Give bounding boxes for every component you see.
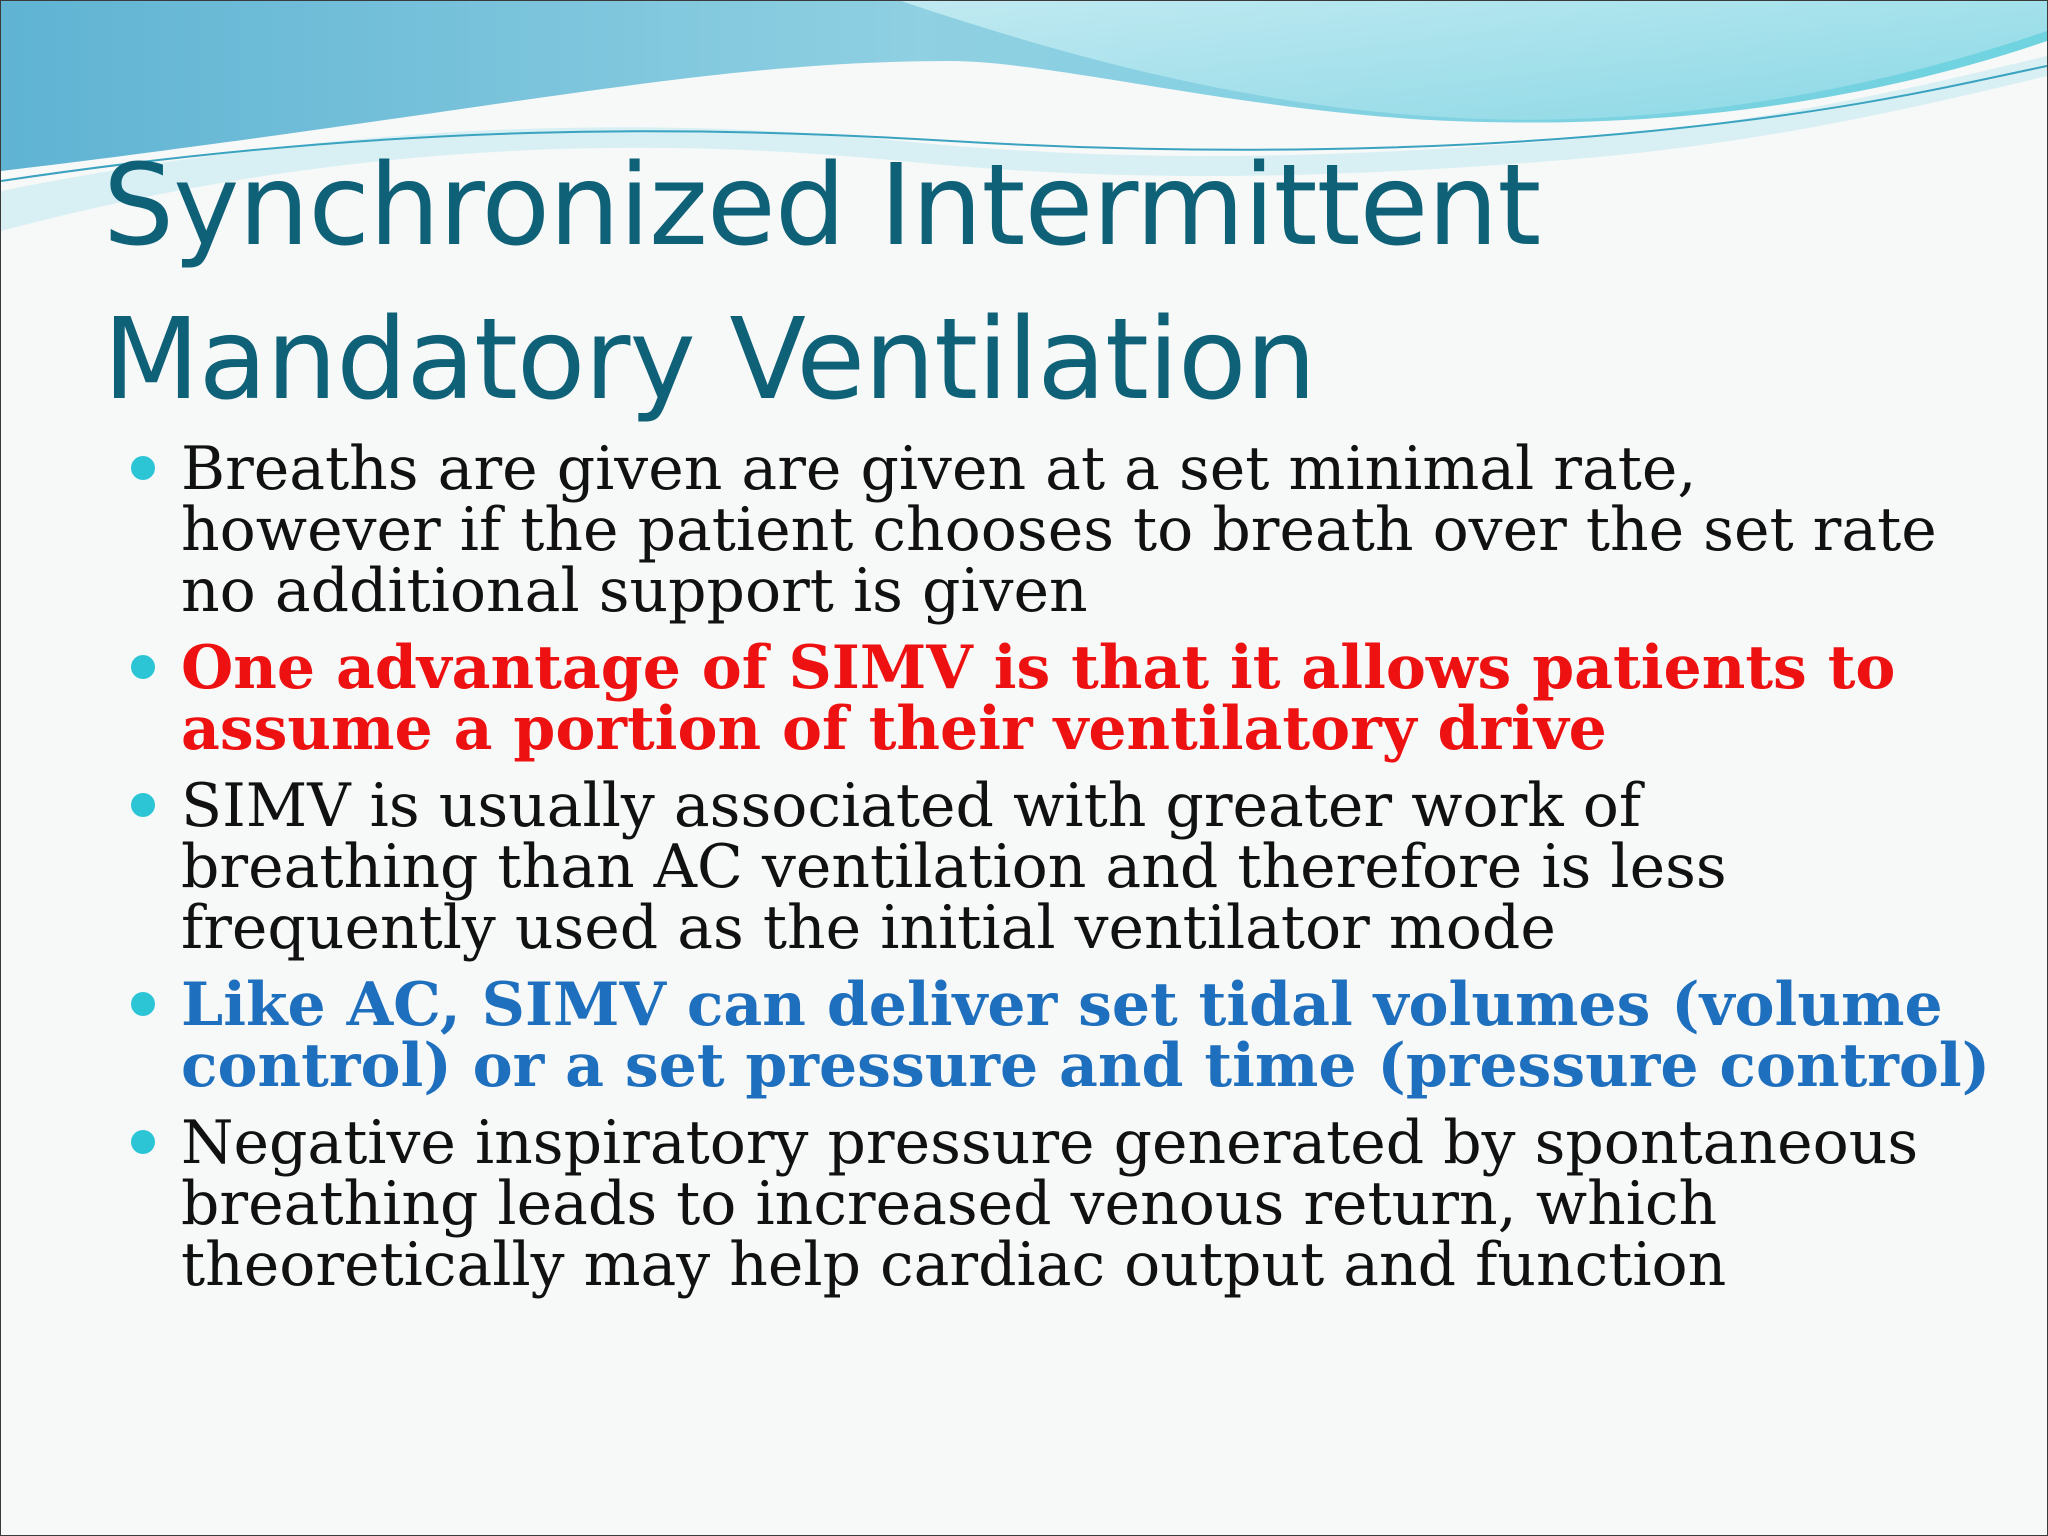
bullet-line: theoretically may help cardiac output and function <box>181 1230 1727 1300</box>
bullet-dot-icon <box>131 655 155 679</box>
bullet-line: frequently used as the initial ventilator mode <box>181 893 1556 963</box>
bullet-line: no additional support is given <box>181 556 1088 626</box>
bullet-line: Like AC, SIMV can deliver set tidal volumes (volume <box>181 970 1943 1040</box>
title-line-1: Synchronized Intermittent <box>103 141 1541 271</box>
bullet-item-volume-pressure <box>181 970 1991 1101</box>
bullet-line: breathing than AC ventilation and therefore is less <box>181 832 1727 902</box>
slide-title <box>103 129 1903 437</box>
bullet-line: Breaths are given are given at a set minimal rate, <box>181 434 1697 504</box>
bullet-line: Negative inspiratory pressure generated by spontaneous <box>181 1108 1919 1178</box>
bullet-line: control) or a set pressure and time (pressure control) <box>181 1031 1991 1101</box>
bullet-line: One advantage of SIMV is that it allows patients to <box>181 633 1896 703</box>
bullet-dot-icon <box>131 1130 155 1154</box>
bullet-item-advantage <box>181 633 1961 764</box>
bullet-item-work-of-breathing <box>181 771 1961 963</box>
bullet-item-breaths <box>181 434 1961 626</box>
bullet-line: however if the patient chooses to breath over the set rate <box>181 495 1937 565</box>
bullet-dot-icon <box>131 992 155 1016</box>
bullet-line: breathing leads to increased venous return, which <box>181 1169 1718 1239</box>
bullet-dot-icon <box>131 793 155 817</box>
bullet-line: SIMV is usually associated with greater work of <box>181 771 1642 841</box>
bullet-item-venous-return <box>181 1108 1961 1300</box>
bullet-list <box>181 434 1991 1312</box>
title-line-2: Mandatory Ventilation <box>103 295 1316 425</box>
bullet-dot-icon <box>131 456 155 480</box>
bullet-line: assume a portion of their ventilatory drive <box>181 694 1607 764</box>
